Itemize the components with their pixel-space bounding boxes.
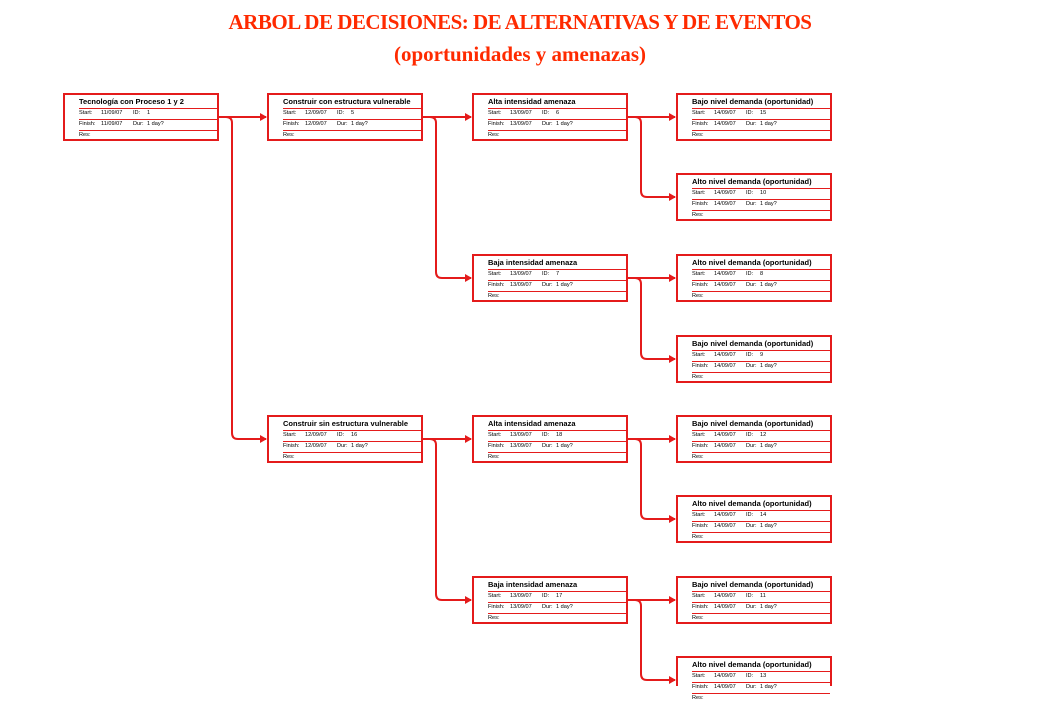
- id-label: ID:: [746, 110, 754, 116]
- start-label: Start:: [692, 271, 706, 277]
- task-name: Bajo nivel demanda (oportunidad): [692, 97, 814, 106]
- arrowhead: [669, 113, 676, 121]
- start-date: 13/09/07: [510, 110, 532, 116]
- task-id: 18: [556, 432, 563, 438]
- finish-date: 14/09/07: [714, 121, 736, 127]
- start-label: Start:: [488, 593, 502, 599]
- connector-line: [628, 278, 675, 359]
- task-node[interactable]: [676, 415, 832, 463]
- id-label: ID:: [133, 110, 141, 116]
- task-start-row: [692, 110, 766, 116]
- task-id: 17: [556, 593, 563, 599]
- id-label: ID:: [746, 271, 754, 277]
- divider: [79, 108, 217, 109]
- task-start-row: [488, 432, 562, 438]
- task-id: 7: [556, 271, 560, 277]
- start-label: Start:: [692, 673, 706, 679]
- start-date: 14/09/07: [714, 271, 736, 277]
- id-label: ID:: [746, 190, 754, 196]
- task-finish-row: [488, 121, 573, 127]
- id-label: ID:: [337, 432, 345, 438]
- finish-label: Finish:: [488, 282, 505, 288]
- dur-label: Dur:: [746, 604, 757, 610]
- divider: [692, 269, 830, 270]
- task-node[interactable]: [676, 335, 832, 383]
- task-finish-row: [488, 604, 573, 610]
- task-name: Alta intensidad amenaza: [488, 419, 576, 428]
- arrowhead: [669, 193, 676, 201]
- arrowhead: [669, 515, 676, 523]
- task-resources-row: [692, 615, 704, 621]
- finish-date: 14/09/07: [714, 282, 736, 288]
- id-label: ID:: [542, 110, 550, 116]
- task-start-row: [79, 110, 150, 116]
- task-resources-row: [488, 132, 500, 138]
- start-label: Start:: [692, 190, 706, 196]
- dur-label: Dur:: [133, 121, 144, 127]
- finish-date: 12/09/07: [305, 121, 327, 127]
- task-id: 10: [760, 190, 767, 196]
- connector-line: [219, 117, 266, 439]
- task-resources-row: [692, 695, 704, 701]
- task-start-row: [488, 271, 559, 277]
- task-duration: 1 day?: [760, 523, 777, 529]
- task-start-row: [692, 673, 766, 679]
- res-label: Res:: [488, 454, 500, 460]
- id-label: ID:: [746, 352, 754, 358]
- divider: [283, 119, 421, 120]
- task-name: Construir sin estructura vulnerable: [283, 419, 409, 428]
- task-node[interactable]: [472, 576, 628, 624]
- start-label: Start:: [488, 432, 502, 438]
- divider: [692, 693, 830, 694]
- task-start-row: [692, 271, 763, 277]
- divider: [488, 613, 626, 614]
- finish-label: Finish:: [488, 121, 505, 127]
- divider: [488, 591, 626, 592]
- res-label: Res:: [488, 615, 500, 621]
- task-start-row: [692, 352, 763, 358]
- res-label: Res:: [692, 374, 704, 380]
- page-title: ARBOL DE DECISIONES: DE ALTERNATIVAS Y DE EVENTOS: [228, 10, 812, 34]
- finish-date: 13/09/07: [510, 121, 532, 127]
- start-label: Start:: [692, 432, 706, 438]
- task-id: 13: [760, 673, 767, 679]
- finish-label: Finish:: [283, 443, 300, 449]
- res-label: Res:: [79, 132, 91, 138]
- dur-label: Dur:: [746, 523, 757, 529]
- finish-date: 14/09/07: [714, 363, 736, 369]
- divider: [488, 119, 626, 120]
- connector-line: [423, 439, 471, 600]
- connector-line: [628, 439, 675, 519]
- task-duration: 1 day?: [760, 282, 777, 288]
- task-duration: 1 day?: [556, 121, 573, 127]
- task-start-row: [283, 432, 357, 438]
- arrowhead: [465, 274, 472, 282]
- task-name: Baja intensidad amenaza: [488, 580, 578, 589]
- task-node[interactable]: [472, 93, 628, 141]
- task-id: 14: [760, 512, 767, 518]
- id-label: ID:: [746, 673, 754, 679]
- task-start-row: [283, 110, 354, 116]
- start-label: Start:: [79, 110, 93, 116]
- divider: [692, 591, 830, 592]
- divider: [79, 119, 217, 120]
- task-resources-row: [692, 212, 704, 218]
- finish-label: Finish:: [692, 604, 709, 610]
- task-name: Alto nivel demanda (oportunidad): [692, 177, 812, 186]
- start-label: Start:: [283, 432, 297, 438]
- task-name: Alta intensidad amenaza: [488, 97, 576, 106]
- dur-label: Dur:: [542, 282, 553, 288]
- task-resources-row: [692, 454, 704, 460]
- finish-date: 14/09/07: [714, 684, 736, 690]
- task-duration: 1 day?: [351, 443, 368, 449]
- arrowhead: [465, 596, 472, 604]
- task-finish-row: [79, 121, 164, 127]
- task-duration: 1 day?: [760, 121, 777, 127]
- divider: [692, 452, 830, 453]
- task-finish-row: [692, 684, 777, 690]
- task-duration: 1 day?: [556, 282, 573, 288]
- finish-label: Finish:: [283, 121, 300, 127]
- arrowhead: [260, 113, 267, 121]
- id-label: ID:: [337, 110, 345, 116]
- res-label: Res:: [283, 132, 295, 138]
- task-duration: 1 day?: [760, 363, 777, 369]
- task-node[interactable]: [676, 93, 832, 141]
- task-name: Alto nivel demanda (oportunidad): [692, 499, 812, 508]
- finish-label: Finish:: [488, 443, 505, 449]
- divider: [488, 602, 626, 603]
- res-label: Res:: [692, 212, 704, 218]
- task-finish-row: [283, 443, 368, 449]
- divider: [692, 280, 830, 281]
- finish-label: Finish:: [488, 604, 505, 610]
- task-resources-row: [283, 132, 295, 138]
- divider: [692, 350, 830, 351]
- start-date: 14/09/07: [714, 512, 736, 518]
- task-duration: 1 day?: [556, 443, 573, 449]
- finish-date: 14/09/07: [714, 604, 736, 610]
- res-label: Res:: [692, 454, 704, 460]
- dur-label: Dur:: [542, 443, 553, 449]
- task-duration: 1 day?: [760, 443, 777, 449]
- start-date: 14/09/07: [714, 110, 736, 116]
- start-date: 11/09/07: [101, 110, 123, 116]
- divider: [283, 452, 421, 453]
- id-label: ID:: [746, 593, 754, 599]
- task-name: Baja intensidad amenaza: [488, 258, 578, 267]
- task-duration: 1 day?: [760, 604, 777, 610]
- dur-label: Dur:: [746, 443, 757, 449]
- connector-line: [628, 600, 675, 680]
- task-name: Bajo nivel demanda (oportunidad): [692, 580, 814, 589]
- divider: [283, 130, 421, 131]
- task-finish-row: [692, 201, 777, 207]
- task-finish-row: [692, 121, 777, 127]
- task-finish-row: [692, 523, 777, 529]
- start-date: 12/09/07: [305, 110, 327, 116]
- start-label: Start:: [488, 110, 502, 116]
- divider: [488, 130, 626, 131]
- arrowhead: [669, 676, 676, 684]
- finish-date: 14/09/07: [714, 443, 736, 449]
- arrowhead: [260, 435, 267, 443]
- start-date: 14/09/07: [714, 352, 736, 358]
- task-start-row: [692, 190, 766, 196]
- task-finish-row: [488, 443, 573, 449]
- start-date: 14/09/07: [714, 190, 736, 196]
- task-id: 16: [351, 432, 358, 438]
- task-node[interactable]: [472, 254, 628, 302]
- divider: [692, 682, 830, 683]
- task-finish-row: [283, 121, 368, 127]
- arrowhead: [465, 435, 472, 443]
- divider: [283, 430, 421, 431]
- divider: [488, 430, 626, 431]
- task-finish-row: [488, 282, 573, 288]
- finish-date: 13/09/07: [510, 604, 532, 610]
- finish-date: 13/09/07: [510, 443, 532, 449]
- dur-label: Dur:: [746, 684, 757, 690]
- finish-label: Finish:: [692, 523, 709, 529]
- start-date: 14/09/07: [714, 673, 736, 679]
- finish-date: 13/09/07: [510, 282, 532, 288]
- finish-label: Finish:: [692, 684, 709, 690]
- id-label: ID:: [746, 432, 754, 438]
- divider: [692, 441, 830, 442]
- start-label: Start:: [692, 593, 706, 599]
- task-start-row: [488, 593, 562, 599]
- res-label: Res:: [488, 293, 500, 299]
- task-resources-row: [692, 132, 704, 138]
- divider: [488, 280, 626, 281]
- task-finish-row: [692, 604, 777, 610]
- res-label: Res:: [283, 454, 295, 460]
- divider: [692, 188, 830, 189]
- task-start-row: [692, 593, 766, 599]
- start-label: Start:: [692, 110, 706, 116]
- divider: [283, 441, 421, 442]
- res-label: Res:: [692, 293, 704, 299]
- task-name: Alto nivel demanda (oportunidad): [692, 258, 812, 267]
- task-duration: 1 day?: [760, 201, 777, 207]
- dur-label: Dur:: [542, 121, 553, 127]
- start-label: Start:: [692, 352, 706, 358]
- res-label: Res:: [488, 132, 500, 138]
- dur-label: Dur:: [337, 121, 348, 127]
- task-resources-row: [488, 615, 500, 621]
- divider: [488, 108, 626, 109]
- divider: [692, 108, 830, 109]
- task-finish-row: [692, 282, 777, 288]
- finish-date: 14/09/07: [714, 523, 736, 529]
- divider: [488, 291, 626, 292]
- start-date: 13/09/07: [510, 593, 532, 599]
- divider: [692, 291, 830, 292]
- id-label: ID:: [542, 593, 550, 599]
- id-label: ID:: [542, 432, 550, 438]
- dur-label: Dur:: [542, 604, 553, 610]
- task-start-row: [692, 512, 766, 518]
- task-resources-row: [79, 132, 91, 138]
- task-node[interactable]: [267, 93, 423, 141]
- task-node[interactable]: [676, 173, 832, 221]
- start-date: 14/09/07: [714, 593, 736, 599]
- page-subtitle: (oportunidades y amenazas): [393, 42, 646, 66]
- finish-date: 14/09/07: [714, 201, 736, 207]
- finish-label: Finish:: [692, 201, 709, 207]
- arrowhead: [669, 435, 676, 443]
- task-resources-row: [488, 454, 500, 460]
- res-label: Res:: [692, 534, 704, 540]
- task-id: 12: [760, 432, 767, 438]
- task-node[interactable]: [63, 93, 219, 141]
- task-finish-row: [692, 443, 777, 449]
- start-date: 14/09/07: [714, 432, 736, 438]
- divider: [79, 130, 217, 131]
- start-label: Start:: [488, 271, 502, 277]
- connector-line: [628, 117, 675, 197]
- dur-label: Dur:: [746, 363, 757, 369]
- arrowhead: [669, 596, 676, 604]
- arrowhead: [465, 113, 472, 121]
- finish-date: 12/09/07: [305, 443, 327, 449]
- task-duration: 1 day?: [556, 604, 573, 610]
- arrowhead: [669, 355, 676, 363]
- dur-label: Dur:: [746, 201, 757, 207]
- id-label: ID:: [542, 271, 550, 277]
- task-node[interactable]: [472, 415, 628, 463]
- task-name: Tecnología con Proceso 1 y 2: [79, 97, 184, 106]
- res-label: Res:: [692, 132, 704, 138]
- divider: [488, 441, 626, 442]
- divider: [692, 361, 830, 362]
- start-date: 13/09/07: [510, 432, 532, 438]
- divider: [692, 510, 830, 511]
- task-node[interactable]: [267, 415, 423, 463]
- task-node[interactable]: [676, 656, 832, 701]
- divider: [692, 613, 830, 614]
- task-name: Bajo nivel demanda (oportunidad): [692, 339, 814, 348]
- start-label: Start:: [283, 110, 297, 116]
- dur-label: Dur:: [746, 121, 757, 127]
- task-id: 6: [556, 110, 560, 116]
- task-duration: 1 day?: [147, 121, 164, 127]
- dur-label: Dur:: [337, 443, 348, 449]
- finish-label: Finish:: [692, 282, 709, 288]
- divider: [692, 130, 830, 131]
- divider: [283, 108, 421, 109]
- finish-date: 11/09/07: [101, 121, 123, 127]
- task-resources-row: [283, 454, 295, 460]
- finish-label: Finish:: [79, 121, 96, 127]
- task-id: 1: [147, 110, 151, 116]
- start-date: 12/09/07: [305, 432, 327, 438]
- task-resources-row: [488, 293, 500, 299]
- task-duration: 1 day?: [351, 121, 368, 127]
- task-resources-row: [692, 534, 704, 540]
- task-node[interactable]: [676, 495, 832, 543]
- divider: [488, 452, 626, 453]
- task-finish-row: [692, 363, 777, 369]
- divider: [692, 430, 830, 431]
- id-label: ID:: [746, 512, 754, 518]
- task-node[interactable]: [676, 254, 832, 302]
- start-date: 13/09/07: [510, 271, 532, 277]
- dur-label: Dur:: [746, 282, 757, 288]
- task-start-row: [692, 432, 766, 438]
- divider: [692, 532, 830, 533]
- arrowhead: [669, 274, 676, 282]
- connector-line: [423, 117, 471, 278]
- task-start-row: [488, 110, 559, 116]
- divider: [692, 199, 830, 200]
- task-id: 5: [351, 110, 355, 116]
- task-name: Bajo nivel demanda (oportunidad): [692, 419, 814, 428]
- task-node[interactable]: [676, 576, 832, 624]
- res-label: Res:: [692, 615, 704, 621]
- divider: [692, 521, 830, 522]
- task-name: Construir con estructura vulnerable: [283, 97, 411, 106]
- divider: [692, 602, 830, 603]
- divider: [692, 372, 830, 373]
- finish-label: Finish:: [692, 443, 709, 449]
- task-id: 8: [760, 271, 764, 277]
- finish-label: Finish:: [692, 363, 709, 369]
- divider: [692, 210, 830, 211]
- start-label: Start:: [692, 512, 706, 518]
- finish-label: Finish:: [692, 121, 709, 127]
- task-id: 11: [760, 593, 766, 599]
- task-id: 9: [760, 352, 764, 358]
- divider: [488, 269, 626, 270]
- divider: [692, 119, 830, 120]
- task-resources-row: [692, 374, 704, 380]
- task-duration: 1 day?: [760, 684, 777, 690]
- task-id: 15: [760, 110, 767, 116]
- divider: [692, 671, 830, 672]
- res-label: Res:: [692, 695, 704, 701]
- task-name: Alto nivel demanda (oportunidad): [692, 660, 812, 669]
- task-resources-row: [692, 293, 704, 299]
